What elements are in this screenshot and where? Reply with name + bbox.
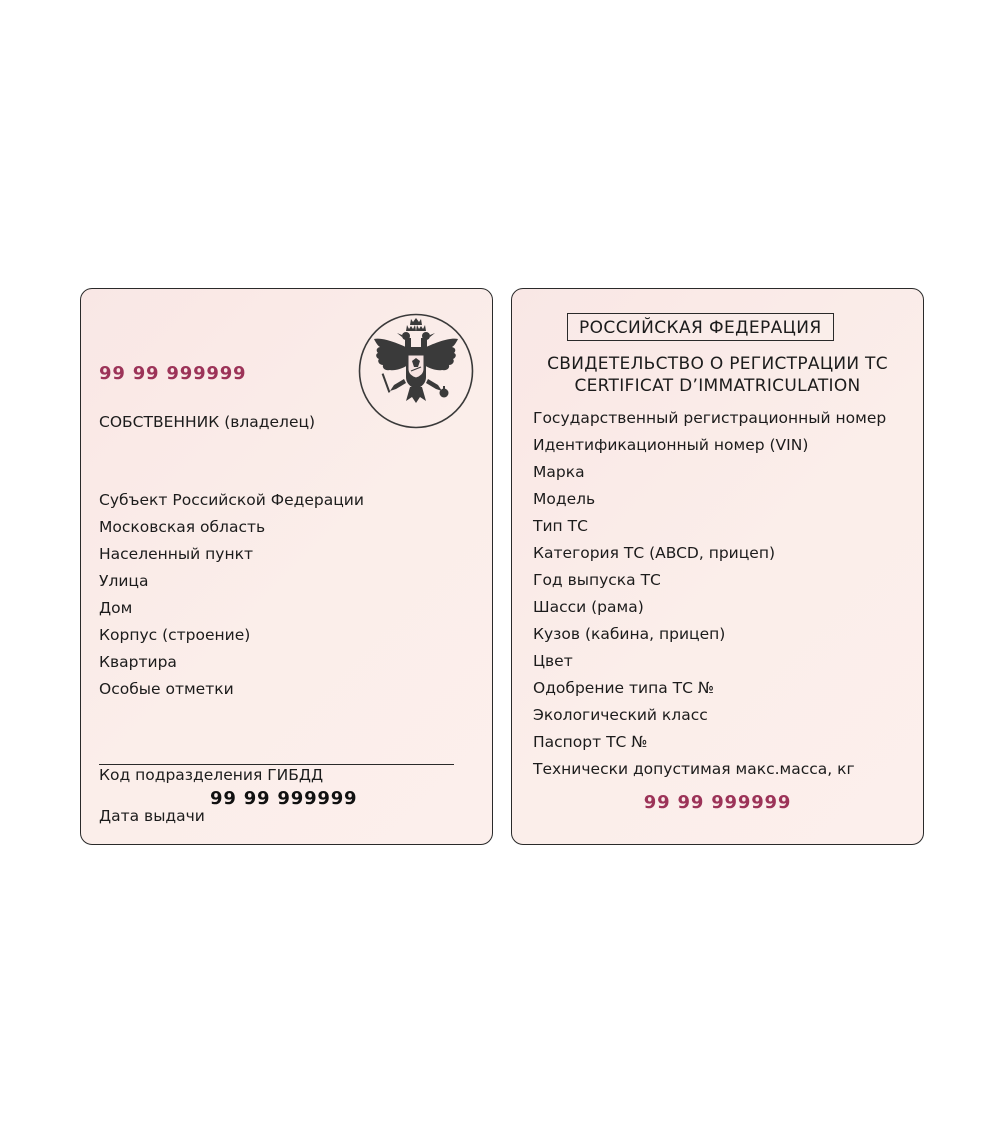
- field-label-model: Модель: [533, 490, 596, 508]
- field-label-passport: Паспорт ТС №: [533, 733, 648, 751]
- field-label-category: Категория ТС (ABCD, прицеп): [533, 544, 776, 562]
- field-label-special-notes: Особые отметки: [99, 680, 234, 698]
- document-title-ru: СВИДЕТЕЛЬСТВО О РЕГИСТРАЦИИ ТС: [547, 354, 888, 374]
- field-label-body: Кузов (кабина, прицеп): [533, 625, 726, 643]
- field-label-vin: Идентификационный номер (VIN): [533, 436, 809, 454]
- field-label-chassis: Шасси (рама): [533, 598, 644, 616]
- field-label-max-mass: Технически допустимая макс.масса, кг: [533, 760, 855, 778]
- registration-card-back: [80, 288, 493, 845]
- field-label-region: Московская область: [99, 518, 266, 536]
- gibdd-code-number: 99 99 999999: [210, 788, 358, 809]
- field-label-subject: Субъект Российской Федерации: [99, 491, 364, 509]
- field-label-make: Марка: [533, 463, 585, 481]
- field-label-color: Цвет: [533, 652, 573, 670]
- field-label-building: Корпус (строение): [99, 626, 251, 644]
- divider-line: [99, 764, 454, 765]
- field-label-year: Год выпуска ТС: [533, 571, 661, 589]
- field-label-type-approval: Одобрение типа ТС №: [533, 679, 715, 697]
- field-label-plate-number: Государственный регистрационный номер: [533, 409, 887, 427]
- vehicle-fields-list: [533, 408, 886, 786]
- field-label-eco-class: Экологический класс: [533, 706, 708, 724]
- field-label-apartment: Квартира: [99, 653, 177, 671]
- field-label-locality: Населенный пункт: [99, 545, 253, 563]
- country-title: РОССИЙСКАЯ ФЕДЕРАЦИЯ: [567, 313, 834, 341]
- owner-label: СОБСТВЕННИК (владелец): [99, 413, 316, 431]
- document-title: [512, 353, 923, 397]
- issue-date-label: Дата выдачи: [99, 807, 205, 825]
- document-title-fr: CERTIFICAT D’IMMATRICULATION: [574, 376, 861, 396]
- serial-number: 99 99 999999: [643, 792, 792, 813]
- gibdd-code-label: Код подразделения ГИБДД: [99, 766, 324, 784]
- address-fields-list: [99, 490, 364, 706]
- field-label-house: Дом: [99, 599, 133, 617]
- serial-number: 99 99 999999: [99, 363, 247, 384]
- russian-coat-of-arms-icon: [358, 313, 474, 429]
- field-label-vehicle-type: Тип ТС: [533, 517, 588, 535]
- registration-card-front: [511, 288, 924, 845]
- field-label-street: Улица: [99, 572, 149, 590]
